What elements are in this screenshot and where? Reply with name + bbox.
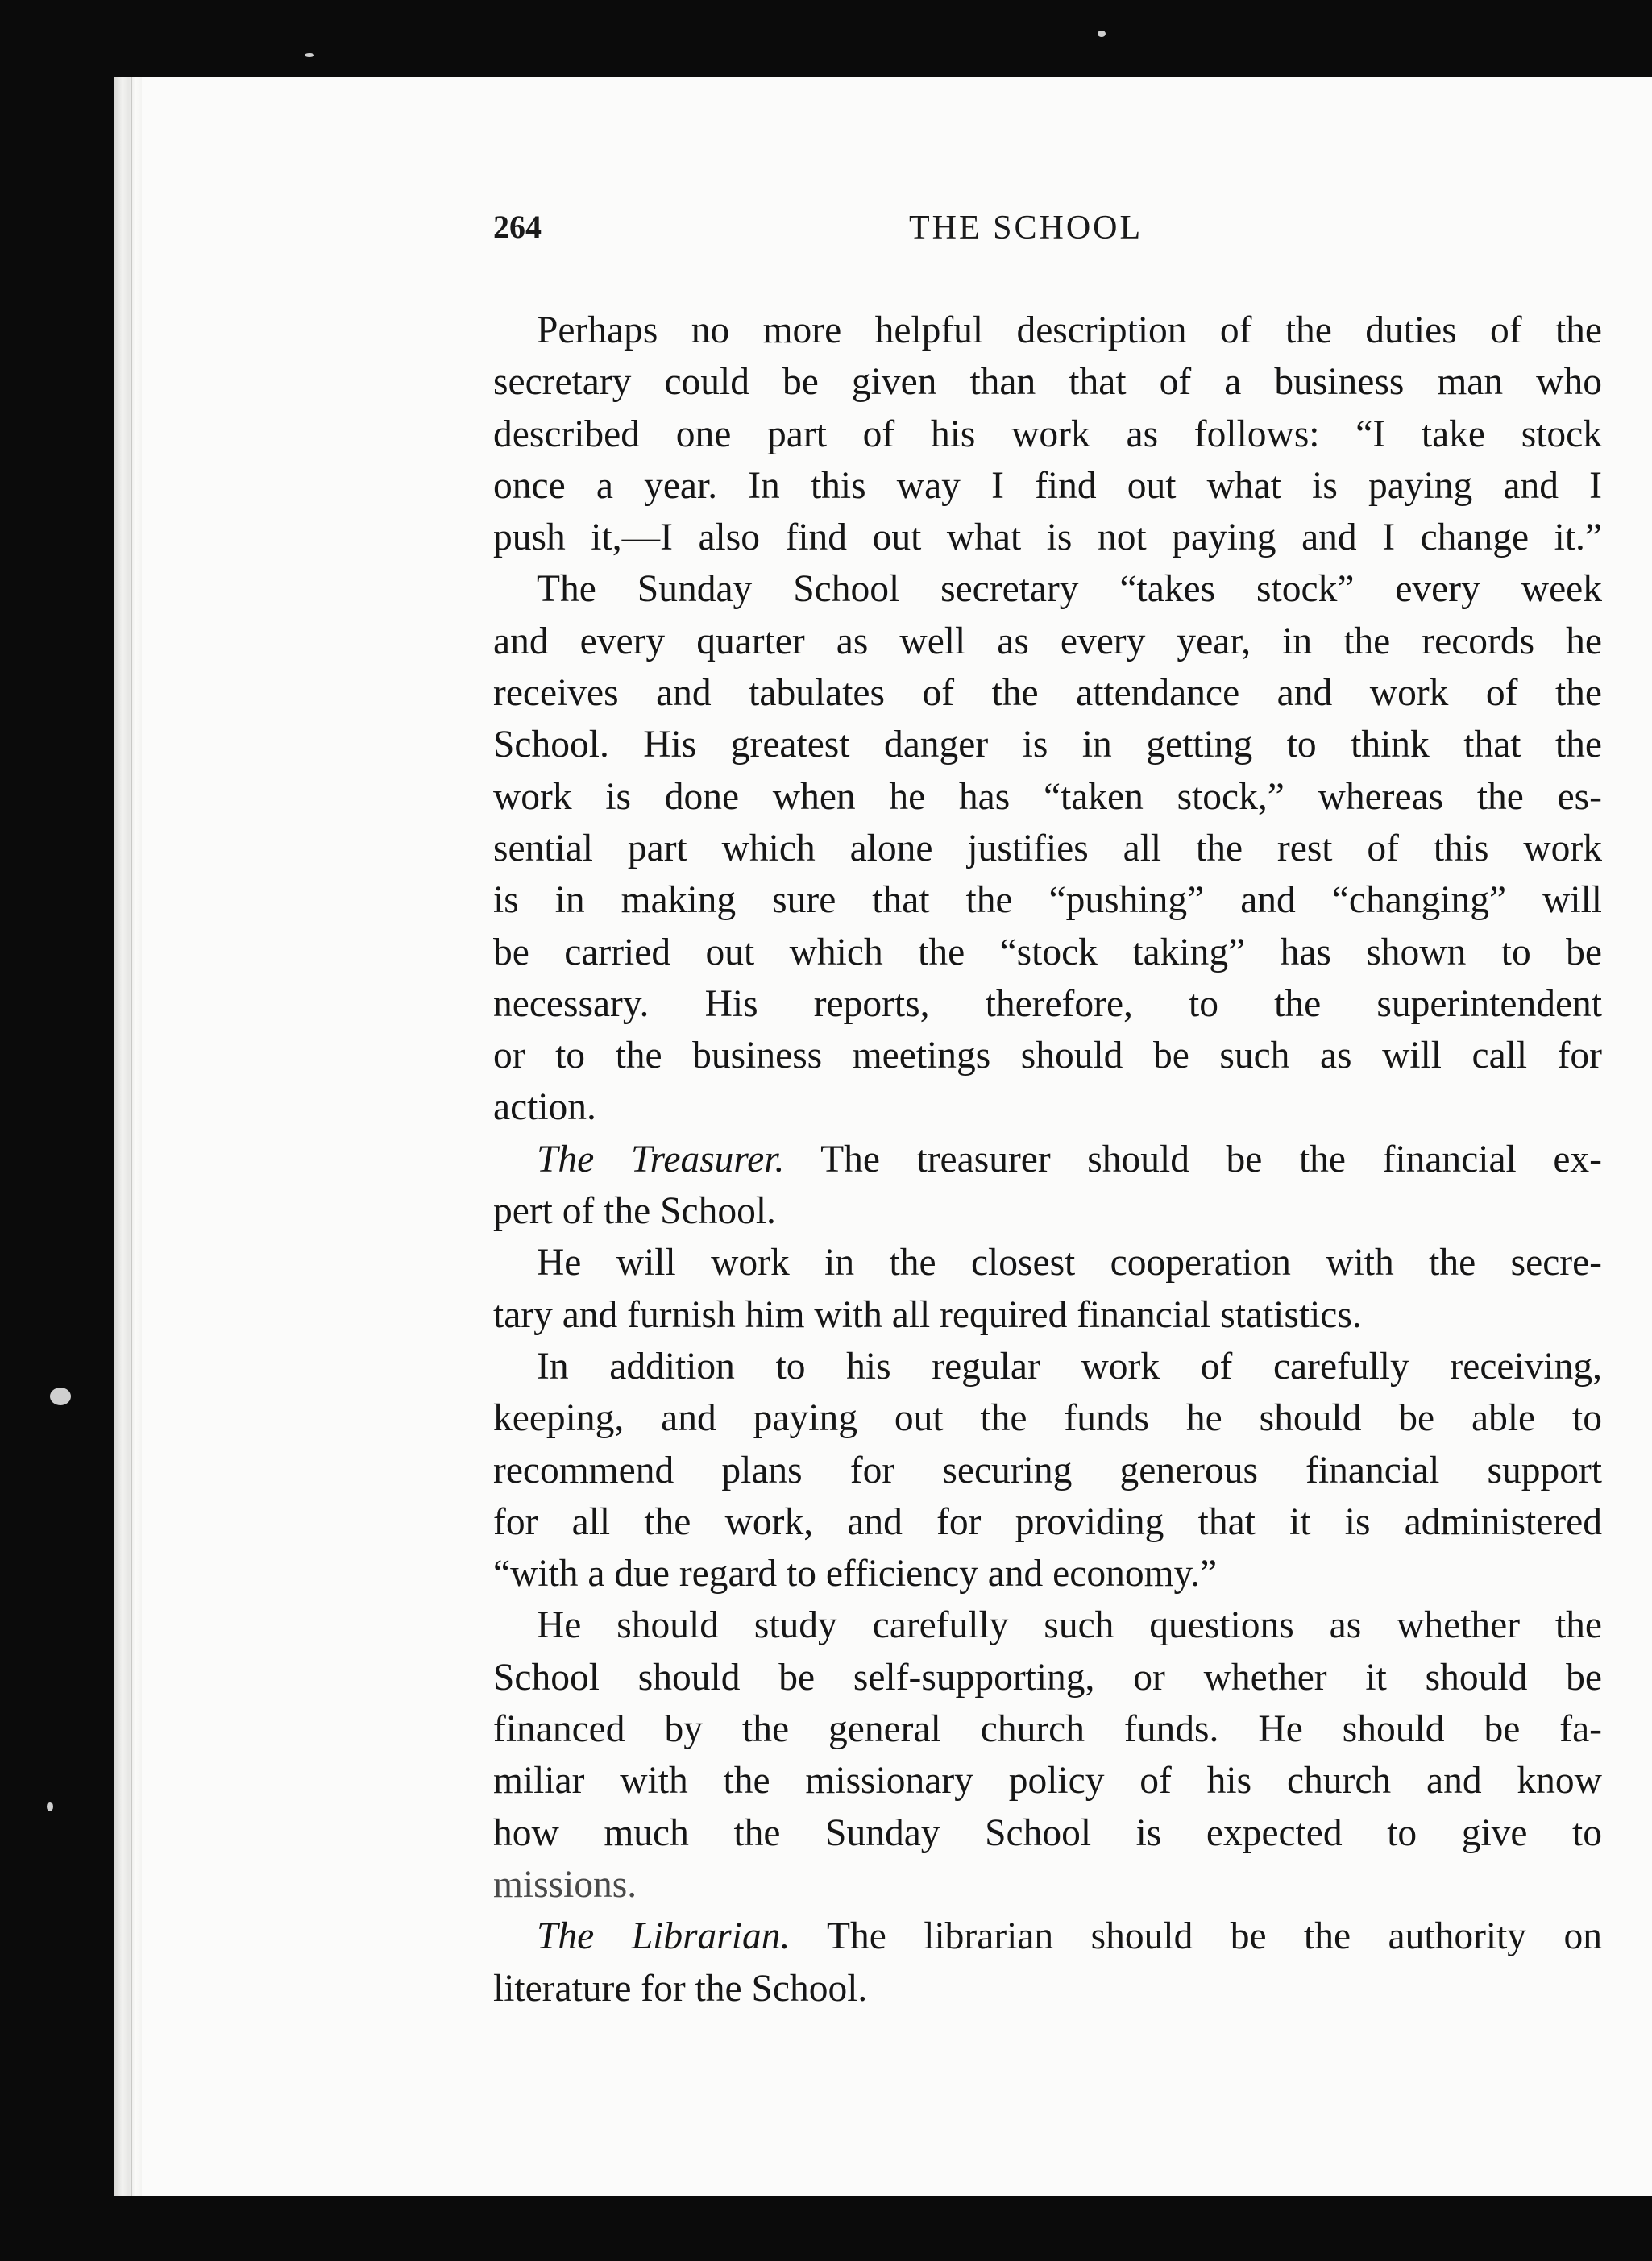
binding-edge (114, 77, 142, 2196)
text-run: The librarian should be the authority on (826, 1915, 1602, 1958)
treasurer-heading: The Treasurer. (537, 1138, 785, 1180)
text-line: receives and tabulates of the attendance and work of the (493, 672, 1602, 715)
paragraph-treasurer-cooperation (493, 1237, 1602, 1341)
text-line: necessary. His reports, therefore, to the superintendent (493, 982, 1602, 1025)
dust-speck (47, 1802, 53, 1811)
running-head: THE SCHOOL (909, 210, 1144, 247)
text-line: be carried out which the “stock taking” has shown to be (493, 931, 1602, 973)
paragraph-secretary-intro (493, 305, 1602, 563)
text-line: and every quarter as well as every year, in the records he (493, 620, 1602, 662)
dust-speck (305, 53, 314, 57)
text-line: sential part which alone justifies all the rest of this work (493, 827, 1602, 869)
text-line: School should be self-supporting, or whether it should be (493, 1656, 1602, 1699)
text-line: missions. (493, 1863, 637, 1906)
text-line: for all the work, and for providing that it is administered (493, 1500, 1602, 1543)
text-line: once a year. In this way I find out what is paying and I (493, 464, 1602, 507)
text-line: recommend plans for securing generous financial support (493, 1449, 1602, 1491)
text-line: is in making sure that the “pushing” and “changing” will (493, 879, 1602, 922)
text-line: financed by the general church funds. He should be fa- (493, 1708, 1602, 1751)
text-line: push it,—I also find out what is not paying and I change it.” (493, 517, 1602, 559)
dust-speck (1098, 31, 1106, 37)
text-line: work is done when he has “taken stock,” whereas the es- (493, 775, 1602, 818)
body-text (493, 305, 1602, 2014)
text-line: The Sunday School secretary “takes stock” every week (537, 568, 1602, 611)
paragraph-librarian (493, 1910, 1602, 2014)
binding-crease (131, 77, 132, 2196)
text-line: described one part of his work as follows: “I take stock (493, 413, 1602, 455)
page-number: 264 (493, 209, 542, 245)
text-line: He will work in the closest cooperation with the secre- (537, 1242, 1602, 1284)
paragraph-secretary-stock (493, 563, 1602, 1133)
text-line: tary and furnish him with all required financial statistics. (493, 1293, 1362, 1336)
text-run: The treasurer should be the financial ex- (820, 1138, 1602, 1180)
text-line (493, 1910, 1602, 1962)
text-line: School. His greatest danger is in getting to think that the (493, 724, 1602, 766)
text-line: or to the business meetings should be such as will call for (493, 1035, 1602, 1077)
text-line: action. (493, 1086, 596, 1129)
paragraph-treasurer-duties (493, 1341, 1602, 1599)
text-line: literature for the School. (493, 1967, 868, 2010)
text-line: keeping, and paying out the funds he should be able to (493, 1397, 1602, 1440)
librarian-heading: The Librarian. (537, 1915, 791, 1958)
text-line: “with a due regard to efficiency and economy.” (493, 1553, 1218, 1595)
text-line: secretary could be given than that of a business man who (493, 361, 1602, 404)
paragraph-treasurer-finance (493, 1599, 1602, 1910)
text-line: how much the Sunday School is expected to give to (493, 1811, 1602, 1854)
text-line: miliar with the missionary policy of his church and know (493, 1760, 1602, 1803)
text-line: Perhaps no more helpful description of the duties of the (537, 309, 1602, 351)
dust-speck (50, 1388, 71, 1405)
text-line: pert of the School. (493, 1190, 776, 1233)
text-line: He should study carefully such questions as whether the (537, 1604, 1602, 1647)
text-line: In addition to his regular work of carefully receiving, (537, 1345, 1602, 1388)
text-line (493, 1134, 1602, 1185)
paragraph-treasurer (493, 1134, 1602, 1238)
